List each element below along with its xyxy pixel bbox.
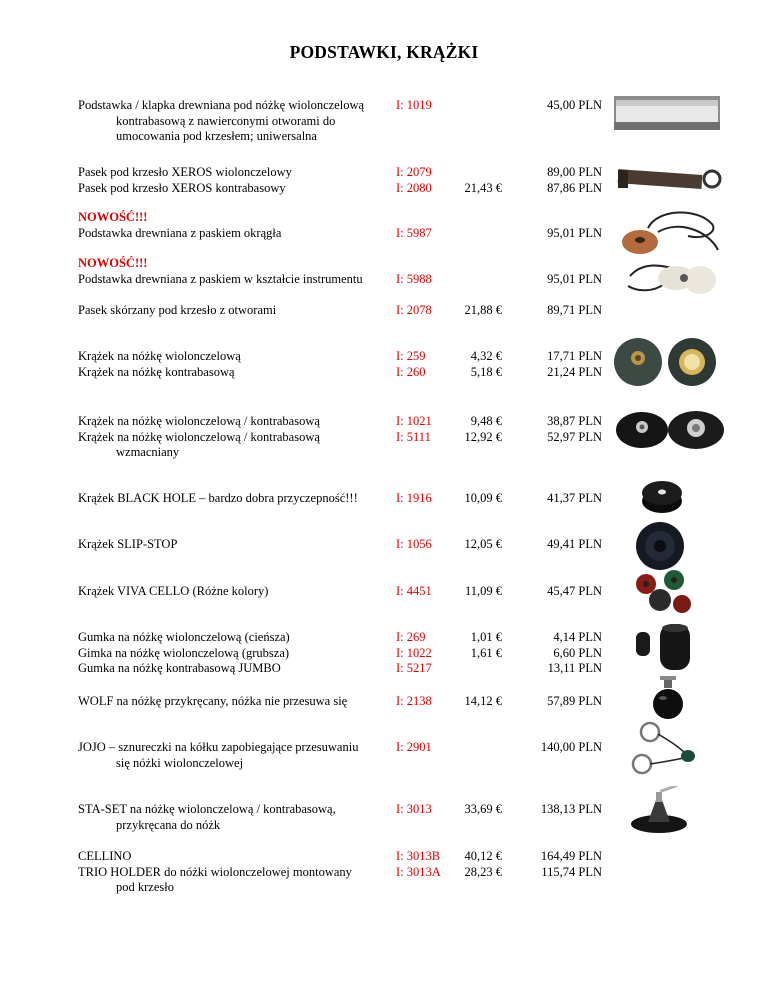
price-pln [520, 694, 602, 710]
code-line: I: 1916 [396, 491, 432, 505]
price-eur [430, 802, 502, 818]
instrument-board-image [624, 256, 724, 298]
product-description [78, 98, 383, 145]
eur-line: 21,43 € [464, 181, 502, 195]
eur-line: 4,32 € [470, 349, 502, 363]
product-description [78, 303, 383, 319]
description-line: wzmacniany [116, 445, 180, 459]
description-line: Krążek na nóżkę wiolonczelową [78, 349, 241, 363]
product-description [78, 584, 383, 600]
description-line: się nóżki wiolonczelowej [116, 755, 244, 770]
price-pln [520, 740, 602, 756]
product-description [78, 802, 383, 833]
eur-line: 33,69 € [464, 802, 502, 816]
code-line: I: 2080 [396, 180, 432, 195]
rubber-tip-image [634, 622, 698, 676]
product-description [78, 256, 383, 287]
price-eur [430, 349, 502, 380]
strap-image [614, 167, 724, 193]
description-line: Podstawka / klapka drewniana pod nóżkę wiolonczelową [78, 98, 365, 112]
code-line: I: 3013B [396, 849, 441, 863]
pln-line: 4,14 PLN [553, 630, 602, 644]
product-description [78, 537, 383, 553]
sta-set-image [626, 786, 692, 834]
new-badge: NOWOŚĆ!!! [78, 256, 148, 270]
description-line: Gimka na nóżkę wiolonczelową (grubsza) [78, 645, 290, 660]
code-line: I: 259 [396, 349, 426, 363]
product-description [78, 210, 383, 241]
eur-line: 9,48 € [470, 414, 502, 428]
description-line: Pasek pod krzesło XEROS wiolonczelowy [78, 165, 292, 179]
description-line: Krążek VIVA CELLO (Różne kolory) [78, 584, 269, 598]
description-line: Podstawka drewniana z paskiem w kształcie instrumentu [78, 271, 363, 286]
pln-line: 89,71 PLN [547, 303, 602, 317]
description-line: pod krzesło [116, 880, 174, 894]
pln-line: 17,71 PLN [547, 349, 602, 363]
pln-line: 57,89 PLN [547, 694, 602, 708]
description-line: Krążek SLIP-STOP [78, 537, 178, 551]
description-line: Krążek BLACK HOLE – bardzo dobra przyczepność!!! [78, 491, 358, 505]
description-line: Krążek na nóżkę wiolonczelową / kontrabasową [78, 429, 320, 444]
description-line: umocowania pod krzesłem; uniwersalna [116, 129, 317, 143]
pln-line: 38,87 PLN [547, 414, 602, 428]
pln-line: 41,37 PLN [547, 491, 602, 505]
product-description [78, 849, 383, 896]
new-badge: NOWOŚĆ!!! [78, 210, 148, 224]
product-code [396, 740, 466, 756]
price-pln [520, 802, 602, 818]
code-line: I: 2901 [396, 740, 432, 754]
pln-line: 95,01 PLN [547, 226, 602, 240]
code-line: I: 4451 [396, 584, 432, 598]
product-code [396, 98, 466, 114]
wolf-stopper-image [648, 676, 688, 720]
pln-line: 164,49 PLN [540, 849, 602, 863]
description-line: kontrabasową z nawierconymi otworami do [116, 113, 336, 128]
pln-line: 21,24 PLN [547, 364, 602, 379]
code-line: I: 260 [396, 364, 426, 379]
price-pln [520, 414, 602, 445]
description-line: Gumka na nóżkę kontrabasową JUMBO [78, 661, 281, 675]
price-eur [430, 414, 502, 445]
endpin-disc-image [612, 337, 722, 387]
pln-line: 115,74 PLN [541, 864, 602, 879]
price-eur [430, 491, 502, 507]
price-eur [430, 630, 502, 661]
jojo-rings-image [628, 720, 700, 778]
price-pln [520, 165, 602, 196]
pln-line: 87,86 PLN [547, 180, 602, 195]
pln-line: 95,01 PLN [547, 272, 602, 286]
price-eur [430, 181, 502, 197]
price-eur [430, 849, 502, 880]
price-eur [430, 303, 502, 319]
description-line: TRIO HOLDER do nóżki wiolonczelowej montowany [78, 864, 352, 879]
price-pln [520, 491, 602, 507]
code-line: I: 3013 [396, 802, 432, 816]
description-line: JOJO – sznureczki na kółku zapobiegające przesuwaniu [78, 740, 359, 754]
description-line: WOLF na nóżkę przykręcany, nóżka nie przesuwa się [78, 694, 348, 708]
eur-line: 12,05 € [464, 537, 502, 551]
description-line: STA-SET na nóżkę wiolonczelową / kontrabasową, [78, 802, 336, 816]
description-line: Pasek pod krzesło XEROS kontrabasowy [78, 180, 286, 195]
code-line: I: 3013A [396, 864, 441, 879]
pln-line: 45,00 PLN [547, 98, 602, 112]
price-pln [520, 584, 602, 600]
code-line: I: 2078 [396, 303, 432, 317]
price-pln [520, 272, 602, 288]
description-line: Podstawka drewniana z paskiem okrągła [78, 225, 282, 240]
price-pln [520, 849, 602, 880]
product-description [78, 694, 383, 710]
code-line: I: 2138 [396, 694, 432, 708]
pln-line: 89,00 PLN [547, 165, 602, 179]
code-line: I: 5217 [396, 661, 432, 675]
product-description [78, 349, 383, 380]
wooden-board-image [614, 96, 720, 130]
price-pln [520, 98, 602, 114]
product-code [396, 272, 466, 288]
price-pln [520, 349, 602, 380]
viva-cello-image [634, 570, 694, 616]
code-line: I: 5988 [396, 272, 432, 286]
code-line: I: 5111 [396, 429, 431, 444]
code-line: I: 2079 [396, 165, 432, 179]
price-pln [520, 303, 602, 319]
pln-line: 6,60 PLN [553, 645, 602, 660]
round-board-image [618, 210, 724, 258]
code-line: I: 1021 [396, 414, 432, 428]
eur-line: 10,09 € [464, 491, 502, 505]
eur-line: 28,23 € [464, 864, 502, 879]
slip-stop-disc-image [634, 521, 686, 571]
product-description [78, 165, 383, 196]
eur-line: 21,88 € [464, 303, 502, 317]
eur-line: 11,09 € [464, 584, 502, 598]
code-line: I: 5987 [396, 226, 432, 240]
price-pln [520, 226, 602, 242]
price-pln [520, 537, 602, 553]
product-code [396, 226, 466, 242]
description-line: Krążek na nóżkę kontrabasową [78, 364, 235, 379]
code-line: I: 1022 [396, 645, 432, 660]
code-line: I: 1019 [396, 98, 432, 112]
product-description [78, 630, 383, 677]
pln-line: 13,11 PLN [547, 661, 602, 675]
pln-line: 49,41 PLN [547, 537, 602, 551]
description-line: Pasek skórzany pod krzesło z otworami [78, 303, 277, 317]
description-line: CELLINO [78, 849, 132, 863]
eur-line: 1,61 € [470, 645, 502, 660]
product-description [78, 414, 383, 461]
pln-line: 138,13 PLN [540, 802, 602, 816]
price-eur [430, 537, 502, 553]
eur-line: 1,01 € [470, 630, 502, 644]
description-line: Gumka na nóżkę wiolonczelową (cieńsza) [78, 630, 290, 644]
description-line: przykręcana do nóżk [116, 817, 221, 832]
description-line: Krążek na nóżkę wiolonczelową / kontrabasową [78, 414, 320, 428]
pln-line: 52,97 PLN [547, 429, 602, 444]
reinforced-disc-image [614, 408, 726, 450]
black-hole-disc-image [640, 477, 684, 515]
price-eur [430, 694, 502, 710]
eur-line: 12,92 € [464, 429, 502, 444]
product-description [78, 491, 383, 507]
pln-line: 140,00 PLN [540, 740, 602, 754]
price-pln [520, 630, 602, 677]
code-line: I: 269 [396, 630, 426, 644]
eur-line: 40,12 € [464, 849, 502, 863]
eur-line: 5,18 € [470, 364, 502, 379]
eur-line: 14,12 € [464, 694, 502, 708]
price-eur [430, 584, 502, 600]
page-title: PODSTAWKI, KRĄŻKI [289, 42, 479, 62]
product-description [78, 740, 383, 771]
pln-line: 45,47 PLN [547, 584, 602, 598]
code-line: I: 1056 [396, 537, 432, 551]
